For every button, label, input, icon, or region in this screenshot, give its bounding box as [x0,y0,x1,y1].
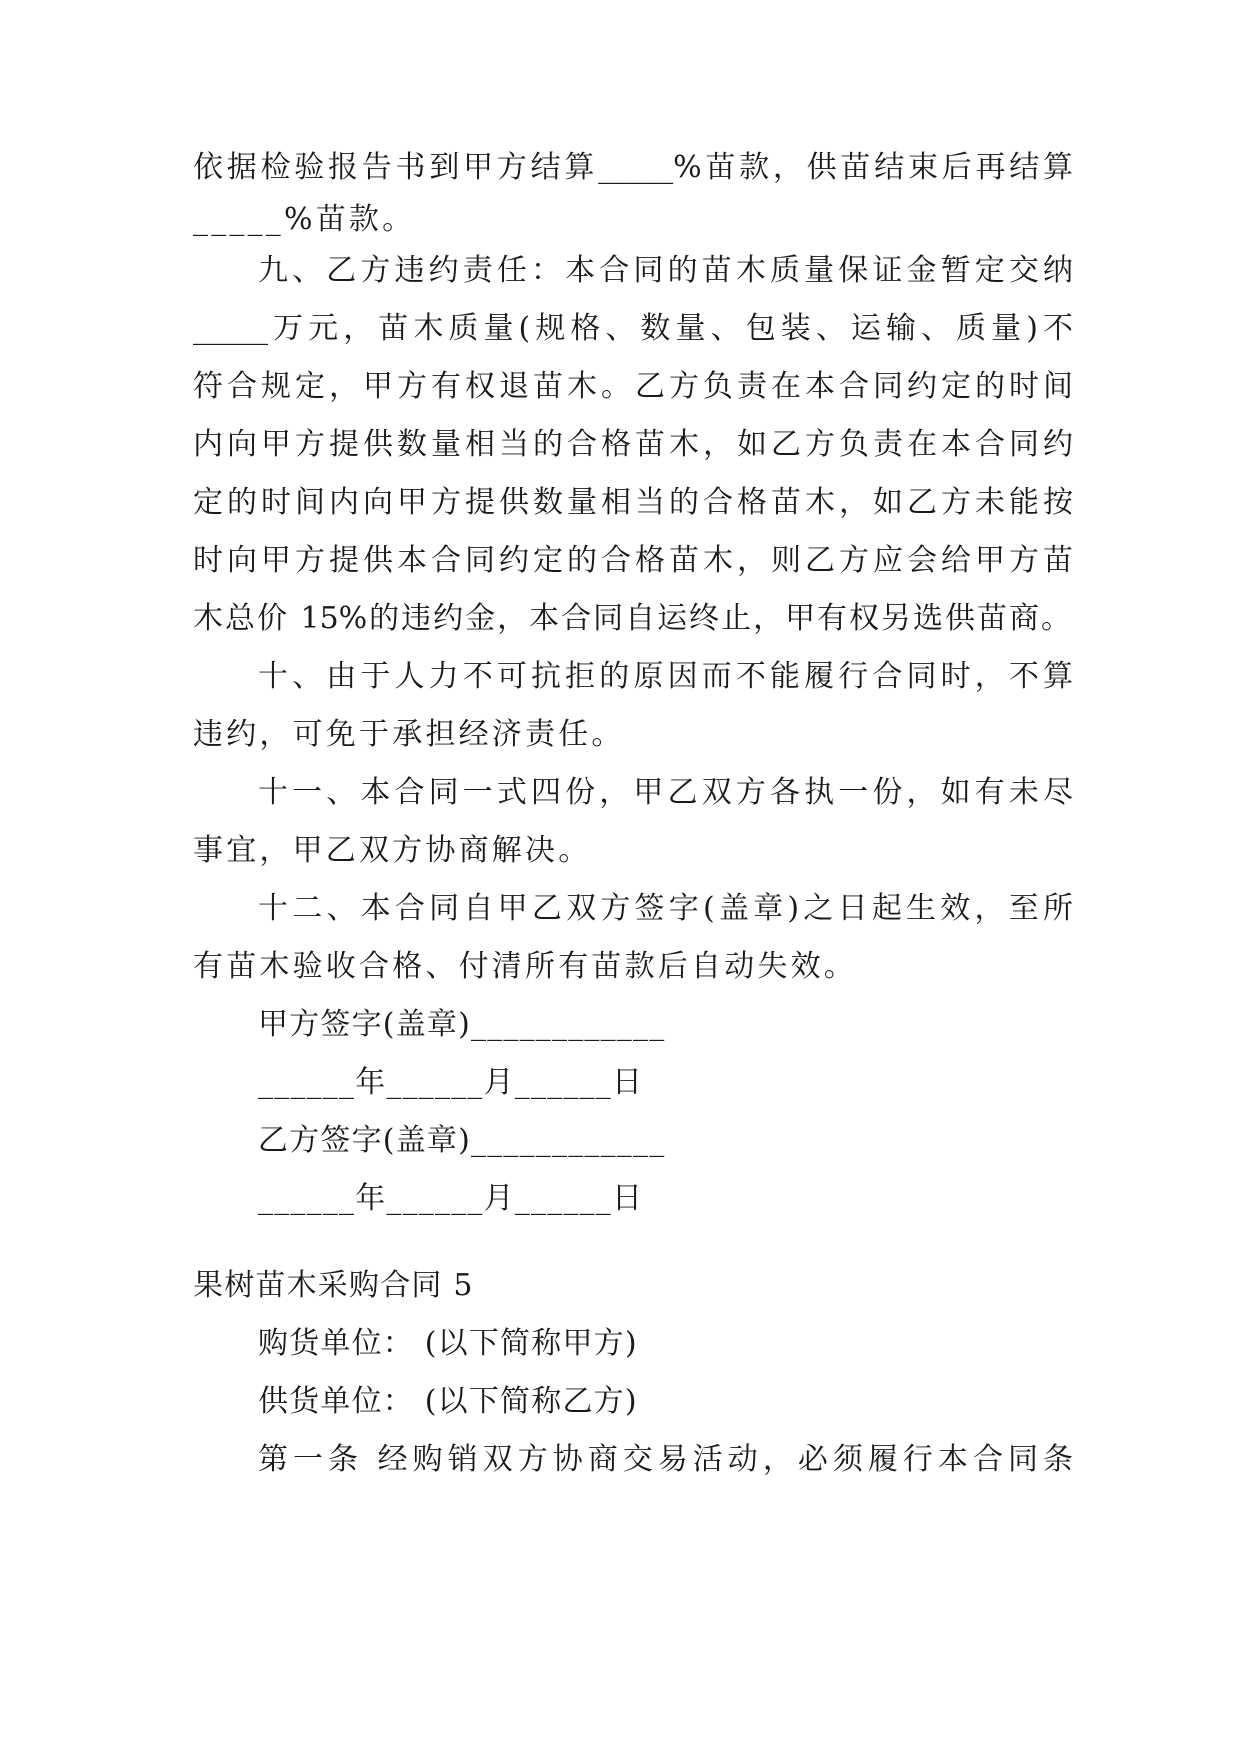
section-heading-10: 十、由于人力不可抗拒的原因而不能履行合同时，不算 [258,659,1073,694]
paragraph-line: 事宜，甲乙双方协商解决。 [193,833,592,868]
paragraph-line: 依据检验报告书到甲方结算_____%苗款，供苗结束后再结算 [193,150,1073,185]
contract-title: 果树苗木采购合同 5 [193,1268,474,1303]
party-a-signature-line: 甲方签字(盖章)____________ [258,1007,666,1042]
paragraph-line: _____%苗款。 [193,202,416,237]
paragraph-line: _____万元，苗木质量(规格、数量、包装、运输、质量)不 [193,311,1073,346]
buyer-line: 购货单位： (以下简称甲方) [258,1326,638,1361]
party-a-date-line: ______年______月______日 [258,1065,644,1100]
paragraph-line: 符合规定，甲方有权退苗木。乙方负责在本合同约定的时间 [193,369,1073,404]
section-heading-9: 九、乙方违约责任：本合同的苗木质量保证金暂定交纳 [258,253,1073,288]
party-b-signature-line: 乙方签字(盖章)____________ [258,1123,666,1158]
supplier-line: 供货单位： (以下简称乙方) [258,1384,638,1419]
party-b-date-line: ______年______月______日 [258,1181,644,1216]
paragraph-line: 木总价 15%的违约金，本合同自运终止，甲有权另选供苗商。 [193,601,1071,636]
paragraph-line: 内向甲方提供数量相当的合格苗木，如乙方负责在本合同约 [193,427,1073,462]
paragraph-line: 定的时间内向甲方提供数量相当的合格苗木，如乙方未能按 [193,485,1073,520]
article-1-line: 第一条 经购销双方协商交易活动，必须履行本合同条 [258,1442,1073,1477]
paragraph-line: 有苗木验收合格、付清所有苗款后自动失效。 [193,949,857,984]
section-heading-11: 十一、本合同一式四份，甲乙双方各执一份，如有未尽 [258,775,1073,810]
section-heading-12: 十二、本合同自甲乙双方签字(盖章)之日起生效，至所 [258,891,1073,926]
paragraph-line: 时向甲方提供本合同约定的合格苗木，则乙方应会给甲方苗 [193,543,1073,578]
paragraph-line: 违约，可免于承担经济责任。 [193,717,625,752]
